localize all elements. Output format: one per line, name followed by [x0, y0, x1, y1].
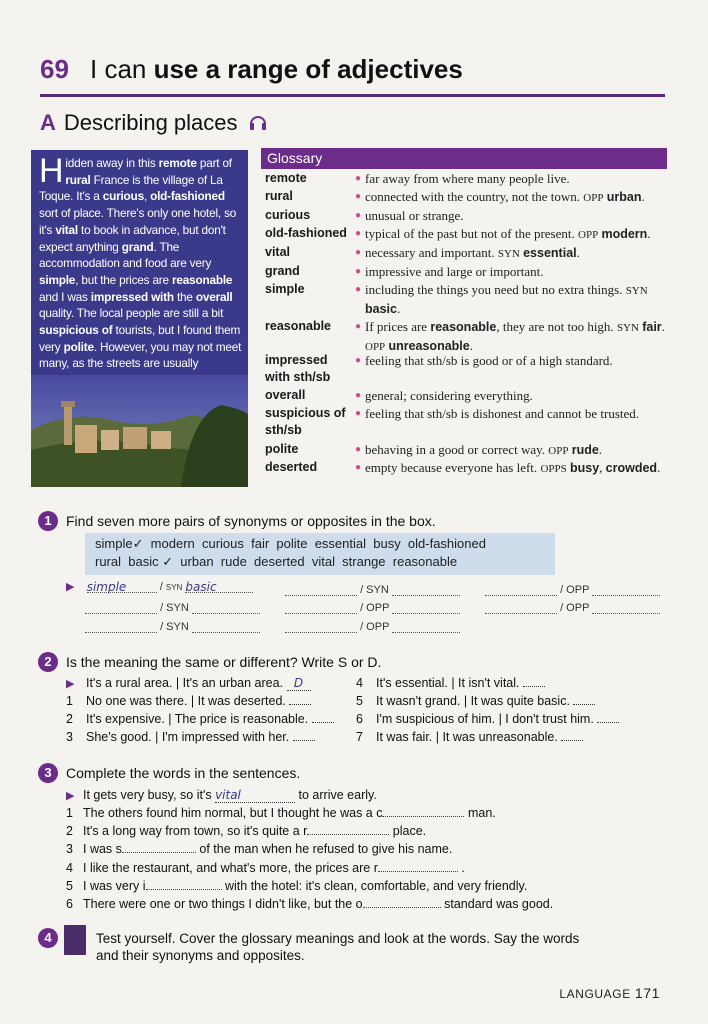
glossary-term: polite — [265, 442, 299, 456]
item-text-end: with the hotel: it's clean, comfortable, and very friendly. — [221, 878, 528, 893]
bold-keyword: reasonable — [171, 272, 233, 287]
text-run: idden away in this — [65, 156, 159, 170]
exercise-2-item — [66, 694, 311, 708]
answer-pair — [285, 601, 460, 614]
glossary-definition: feeling that sth/sb is good or of a high standard. — [365, 353, 613, 368]
item-text-start: The others found him normal, but I thought he was a c — [83, 806, 383, 820]
relation-tag: SYN — [625, 285, 648, 297]
answer-blank[interactable] — [485, 583, 557, 596]
text-run: to book in advance, but don't expect anything — [39, 222, 226, 254]
item-number: 4 — [66, 860, 73, 875]
item-text-end: man. — [464, 806, 496, 820]
unit-header — [40, 50, 665, 97]
relation-tag: OPP — [578, 229, 599, 241]
exercise-2-item — [356, 712, 619, 726]
bold-keyword: overall — [195, 289, 233, 304]
bold-keyword: curious — [102, 189, 144, 204]
bold-keyword: simple — [39, 272, 76, 287]
answer-blank[interactable] — [146, 879, 222, 890]
exercise-4-number: 4 — [38, 928, 58, 948]
reading-text-box — [31, 150, 248, 487]
answer-blank[interactable] — [597, 712, 619, 723]
answer-pair — [485, 601, 660, 614]
item-text-end: . — [457, 860, 465, 875]
exercise-3-item — [66, 897, 553, 911]
glossary-term: curious — [265, 208, 311, 222]
item-text-start: It's a long way from town, so it's quite a r — [83, 824, 308, 839]
page-footer — [559, 985, 660, 1001]
item-text-end: of the man when he refused to give his name. — [195, 842, 453, 857]
answer-pair — [85, 601, 260, 614]
example-arrow-icon: ▶ — [66, 581, 75, 593]
example-answer[interactable]: D — [287, 676, 311, 691]
bullet-icon: ● — [355, 284, 362, 295]
item-number: 1 — [66, 694, 73, 708]
item-text: No one was there. | It was deserted. — [86, 694, 286, 708]
answer-blank[interactable] — [192, 601, 260, 614]
glossary-term: impressed with sth/sb — [265, 353, 331, 384]
headphones-icon — [248, 111, 268, 137]
example-answer-left[interactable]: simple — [87, 580, 157, 593]
answer-blank[interactable] — [285, 601, 357, 614]
glossary-term: deserted — [265, 460, 318, 474]
answer-blank[interactable] — [289, 694, 311, 705]
glossary-term: remote — [265, 171, 307, 185]
word-box-line-1: simple✓ modern curious fair polite essential busy old-fashioned — [95, 536, 486, 551]
exercise-3-item — [66, 824, 426, 838]
exercise-2-number: 2 — [38, 652, 58, 672]
item-number: 6 — [66, 897, 73, 911]
relation-tag: OPP — [365, 341, 386, 353]
glossary-term: rural — [265, 189, 293, 203]
example-arrow-icon: ▶ — [66, 678, 75, 690]
bold-keyword: rural — [65, 172, 91, 187]
answer-blank[interactable] — [293, 730, 315, 741]
item-number: 7 — [356, 730, 363, 744]
bullet-icon: ● — [355, 210, 362, 221]
glossary-definition: necessary and important. SYN essential. — [365, 245, 580, 260]
bullet-icon: ● — [355, 228, 362, 239]
relation-tag: OPP — [583, 192, 604, 204]
bullet-icon: ● — [355, 408, 362, 419]
footer-section: LANGUAGE — [559, 987, 631, 1001]
item-text: She's good. | I'm impressed with her. — [86, 730, 290, 744]
glossary-definition: impressive and large or important. — [365, 264, 544, 279]
pair-type-label: / SYN — [160, 621, 189, 633]
glossary-term: grand — [265, 264, 300, 278]
answer-blank[interactable] — [573, 694, 595, 705]
bold-keyword: suspicious of — [39, 323, 113, 338]
item-number: 5 — [356, 694, 363, 708]
glossary-definition: general; considering everything. — [365, 388, 533, 403]
text-run: part of — [196, 156, 232, 170]
exercise-1-example-row: ▶ simple / syn basic — [66, 580, 253, 593]
answer-blank[interactable] — [392, 601, 460, 614]
item-number: 4 — [356, 676, 363, 690]
glossary-definition: connected with the country, not the town. OPP urban. — [365, 189, 645, 204]
text-run: quality. The local people are still a bit — [39, 306, 224, 321]
pair-type-label: / OPP — [560, 584, 590, 596]
bullet-icon: ● — [355, 444, 362, 455]
exercise-3-item — [66, 879, 527, 893]
bold-keyword: remote — [158, 156, 197, 170]
pair-type-label: / SYN — [160, 602, 189, 614]
answer-blank[interactable] — [392, 620, 460, 633]
bullet-icon: ● — [355, 191, 362, 202]
answer-blank[interactable] — [312, 712, 334, 723]
answer-blank[interactable] — [285, 620, 357, 633]
exercise-3-item — [66, 861, 465, 875]
answer-pair — [485, 583, 660, 596]
word-box — [85, 533, 555, 575]
text-run: and I was — [39, 289, 91, 304]
exercise-3-item — [66, 842, 452, 856]
item-number: 2 — [66, 824, 73, 839]
glossary-term: old-fashioned — [265, 226, 347, 240]
relation-tag: SYN — [616, 322, 639, 334]
item-text-start: I was s — [83, 842, 122, 857]
bullet-icon: ● — [355, 173, 362, 184]
item-text-start: There were one or two things I didn't like, but the o — [83, 897, 363, 911]
glossary-definition: behaving in a good or correct way. OPP rude. — [365, 442, 603, 457]
item-text-end: place. — [389, 824, 427, 839]
pair-type-label: / SYN — [360, 584, 389, 596]
glossary-definition: unusual or strange. — [365, 208, 464, 223]
item-text: It's expensive. | The price is reasonable. — [86, 712, 309, 726]
relation-tag: OPPS — [540, 463, 567, 475]
exercise-2-instruction: Is the meaning the same or different? Write S or D. — [66, 654, 382, 670]
answer-pair — [85, 620, 260, 633]
answer-blank[interactable] — [285, 583, 357, 596]
item-text-end: standard was good. — [440, 897, 554, 911]
answer-blank[interactable] — [382, 806, 464, 817]
item-text-start: I was very i — [83, 878, 146, 893]
bullet-icon: ● — [355, 321, 362, 332]
text-run: . However, you may not meet many, as the streets are usually — [39, 339, 242, 371]
section-a-title — [40, 110, 268, 137]
text-run: , — [143, 189, 151, 204]
answer-pair — [285, 620, 460, 633]
exercise-2-item — [66, 730, 315, 744]
bullet-icon: ● — [355, 247, 362, 258]
item-number: 6 — [356, 712, 363, 726]
text-run: . The accommodation and food are very — [39, 239, 212, 271]
exercise-2-item — [356, 676, 545, 690]
item-number: 3 — [66, 730, 73, 744]
bullet-icon: ● — [355, 462, 362, 473]
bold-keyword: impressed with — [90, 289, 174, 304]
exercise-4-instruction: Test yourself. Cover the glossary meanings and look at the words. Say the words and their synonyms and opposites. — [96, 931, 580, 963]
answer-blank[interactable] — [192, 620, 260, 633]
exercise-2-example: ▶ It's a rural area. | It's an urban area. D — [66, 676, 311, 691]
glossary-definition: feeling that sth/sb is dishonest and cannot be trusted. — [365, 406, 640, 421]
exercise-2-item — [356, 694, 595, 708]
item-number: 3 — [66, 842, 73, 857]
pair-type-label: / OPP — [560, 602, 590, 614]
answer-blank[interactable] — [363, 897, 441, 908]
exercise-2-item — [66, 712, 334, 726]
glossary-header: Glossary — [261, 148, 667, 169]
pair-type-label: / OPP — [360, 602, 390, 614]
pair-type-label: / OPP — [360, 621, 390, 633]
answer-blank[interactable] — [122, 842, 196, 853]
glossary-term: overall — [265, 388, 306, 402]
answer-blank[interactable] — [85, 601, 157, 614]
answer-blank[interactable] — [85, 620, 157, 633]
bold-keyword: grand — [121, 239, 154, 254]
glossary-definition: typical of the past but not of the present. OPP modern. — [365, 226, 651, 241]
item-text: It's essential. | It isn't vital. — [376, 676, 520, 690]
bullet-icon: ● — [355, 266, 362, 277]
exercise-3-example: ▶ It gets very busy, so it's vital to arrive early. — [66, 788, 377, 802]
answer-blank[interactable] — [592, 583, 660, 596]
bullet-icon: ● — [355, 355, 362, 366]
page-number: 171 — [634, 985, 660, 1001]
bold-keyword: old-fashioned — [150, 189, 225, 204]
text-run: sort of place. There's only one hotel, so it's — [39, 206, 237, 237]
exercise-2-item — [356, 730, 583, 744]
item-number: 5 — [66, 878, 73, 893]
glossary-term: suspicious of sth/sb — [265, 406, 346, 437]
glossary-term: reasonable — [265, 319, 332, 333]
item-text: I'm suspicious of him. | I don't trust him. — [376, 712, 594, 726]
glossary-term: simple — [265, 282, 305, 296]
answer-blank[interactable] — [561, 730, 583, 741]
glossary-definition: empty because everyone has left. OPPS busy, crowded. — [365, 460, 661, 475]
glossary-definition: far away from where many people live. — [365, 171, 570, 186]
unit-title: I can use a range of adjectives — [90, 54, 463, 84]
exercise-1-instruction: Find seven more pairs of synonyms or opposites in the box. — [66, 513, 436, 529]
text-run: France is the village of La Toque. It's a — [39, 172, 223, 204]
example-arrow-icon: ▶ — [66, 790, 75, 802]
example-answer-right[interactable]: basic — [185, 580, 253, 593]
item-number: 1 — [66, 806, 73, 820]
drop-cap: H — [39, 152, 64, 190]
exercise-3-item — [66, 806, 496, 820]
item-text: It was fair. | It was unreasonable. — [376, 730, 558, 744]
relation-tag: OPP — [548, 445, 569, 457]
answer-blank[interactable] — [523, 676, 545, 687]
section-title-text: Describing places — [63, 110, 238, 135]
book-icon — [64, 925, 86, 955]
item-number: 2 — [66, 712, 73, 726]
answer-blank[interactable] — [485, 601, 557, 614]
glossary-definition: If prices are reasonable, they are not too high. SYN fair. OPP unreasonable. — [365, 319, 665, 353]
text-run: tourists, but I found them very — [39, 323, 241, 354]
answer-blank[interactable] — [592, 601, 660, 614]
exercise-1-number: 1 — [38, 511, 58, 531]
exercise-3-number: 3 — [38, 763, 58, 783]
bold-keyword: polite — [63, 339, 94, 354]
section-letter: A — [40, 110, 56, 135]
text-run: the — [173, 289, 196, 304]
item-text: It wasn't grand. | It was quite basic. — [376, 694, 570, 708]
unit-number: 69 — [40, 54, 69, 84]
village-photo — [31, 375, 248, 487]
text-run: , but the prices are — [75, 272, 172, 287]
bold-keyword: vital — [55, 222, 78, 237]
answer-blank[interactable] — [392, 583, 460, 596]
reading-text — [39, 152, 243, 389]
glossary-term: vital — [265, 245, 291, 259]
example-answer[interactable]: vital — [215, 788, 295, 803]
answer-blank[interactable] — [307, 824, 389, 835]
item-text-start: I like the restaurant, and what's more, the prices are r — [83, 860, 378, 875]
word-box-line-2: rural basic ✓ urban rude deserted vital strange reasonable — [95, 554, 458, 569]
answer-blank[interactable] — [378, 861, 458, 872]
answer-pair — [285, 583, 460, 596]
bullet-icon: ● — [355, 390, 362, 401]
exercise-3-instruction: Complete the words in the sentences. — [66, 765, 301, 781]
relation-tag: SYN — [497, 248, 520, 260]
glossary-definition: including the things you need but no extra things. SYN basic. — [365, 282, 648, 316]
